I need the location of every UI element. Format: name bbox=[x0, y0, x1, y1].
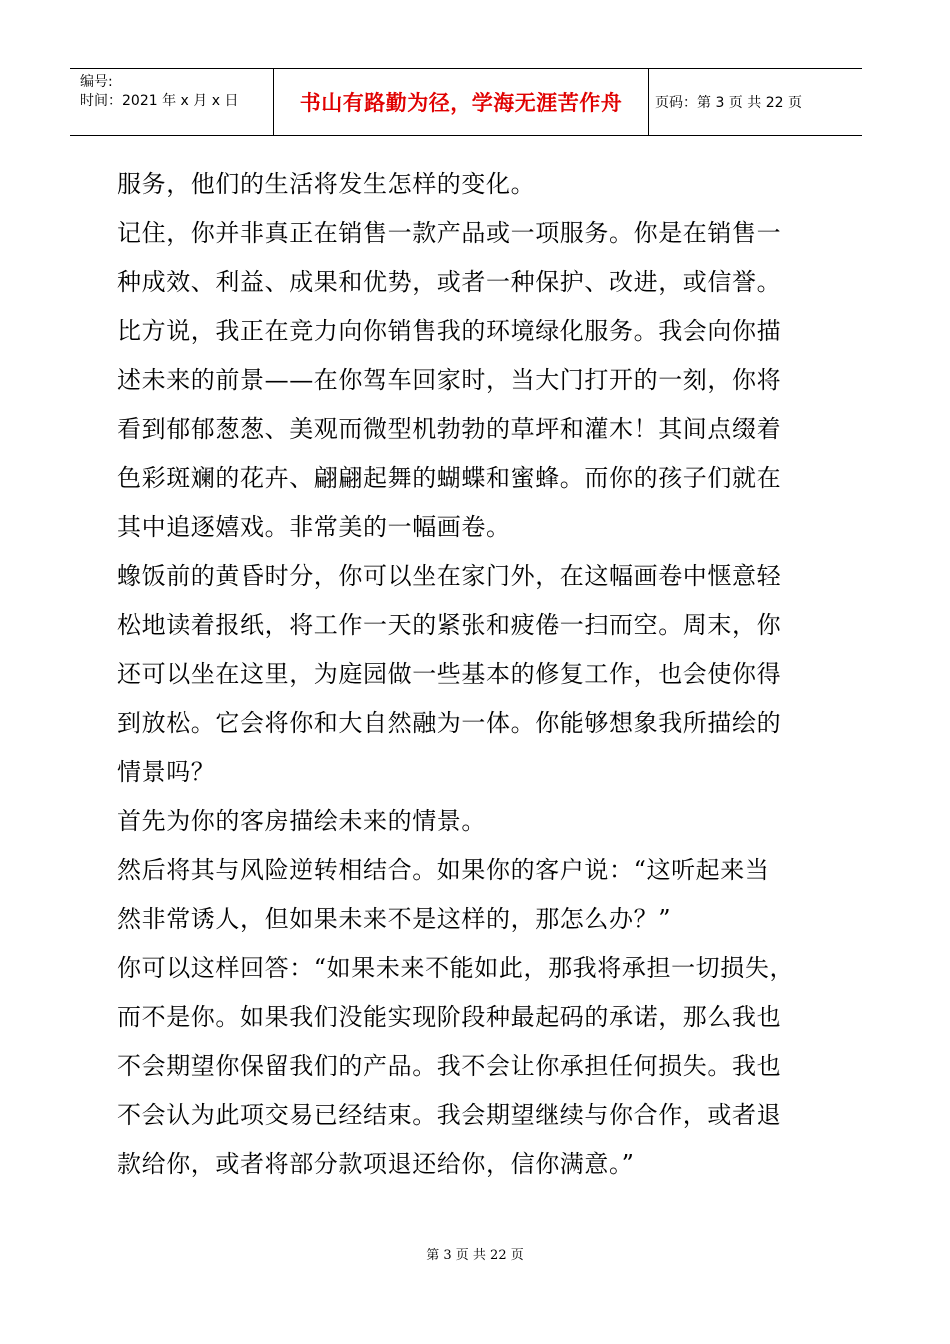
text-line: 色彩斑斓的花卉、翩翩起舞的蝴蝶和蜜蜂。而你的孩子们就在 bbox=[117, 464, 782, 492]
text-line: 而不是你。如果我们没能实现阶段种最起码的承诺，那么我也 bbox=[117, 1003, 782, 1031]
text-line: 首先为你的客房描绘未来的情景。 bbox=[117, 807, 486, 835]
text-line: 松地读着报纸，将工作一天的紧张和疲倦一扫而空。周末，你 bbox=[117, 611, 782, 639]
header-meta bbox=[70, 69, 273, 135]
header-page-number: 页码：第 3 页 共 22 页 bbox=[655, 95, 802, 111]
page-footer: 第 3 页 共 22 页 bbox=[426, 1248, 524, 1263]
text-line: 记住，你并非真正在销售一款产品或一项服务。你是在销售一 bbox=[117, 219, 782, 247]
text-line: 服务，他们的生活将发生怎样的变化。 bbox=[117, 170, 536, 198]
text-line: 然非常诱人，但如果未来不是这样的，那怎么办？” bbox=[117, 905, 672, 933]
text-line: 然后将其与风险逆转相结合。如果你的客户说：“这听起来当 bbox=[117, 856, 770, 884]
text-line: 你可以这样回答：“如果未来不能如此，那我将承担一切损失， bbox=[117, 954, 795, 982]
text-line: 还可以坐在这里，为庭园做一些基本的修复工作，也会使你得 bbox=[117, 660, 782, 688]
text-line: 蟓饭前的黄昏时分，你可以坐在家门外，在这幅画卷中惬意轻 bbox=[117, 562, 782, 590]
text-line: 不会期望你保留我们的产品。我不会让你承担任何损失。我也 bbox=[117, 1052, 782, 1080]
text-line: 不会认为此项交易已经结束。我会期望继续与你合作，或者退 bbox=[117, 1101, 782, 1129]
document-date-label: 时间：2021 年 x 月 x 日 bbox=[80, 93, 239, 109]
text-line: 看到郁郁葱葱、美观而微型机勃勃的草坪和灌木！其间点缀着 bbox=[117, 415, 782, 443]
page-header bbox=[70, 68, 862, 136]
text-line: 情景吗？ bbox=[117, 758, 216, 786]
text-line: 到放松。它会将你和大自然融为一体。你能够想象我所描绘的 bbox=[117, 709, 782, 737]
text-line: 比方说，我正在竞力向你销售我的环境绿化服务。我会向你描 bbox=[117, 317, 782, 345]
text-line: 述未来的前景——在你驾车回家时，当大门打开的一刻，你将 bbox=[117, 366, 782, 394]
document-body bbox=[117, 160, 837, 1189]
document-number-label: 编号: bbox=[80, 74, 113, 90]
text-line: 其中追逐嬉戏。非常美的一幅画卷。 bbox=[117, 513, 511, 541]
text-line: 款给你，或者将部分款项退还给你，信你满意。” bbox=[117, 1150, 635, 1178]
header-motto: 书山有路勤为径，学海无涯苦作舟 bbox=[273, 69, 649, 135]
text-line: 种成效、利益、成果和优势，或者一种保护、改进，或信誉。 bbox=[117, 268, 782, 296]
